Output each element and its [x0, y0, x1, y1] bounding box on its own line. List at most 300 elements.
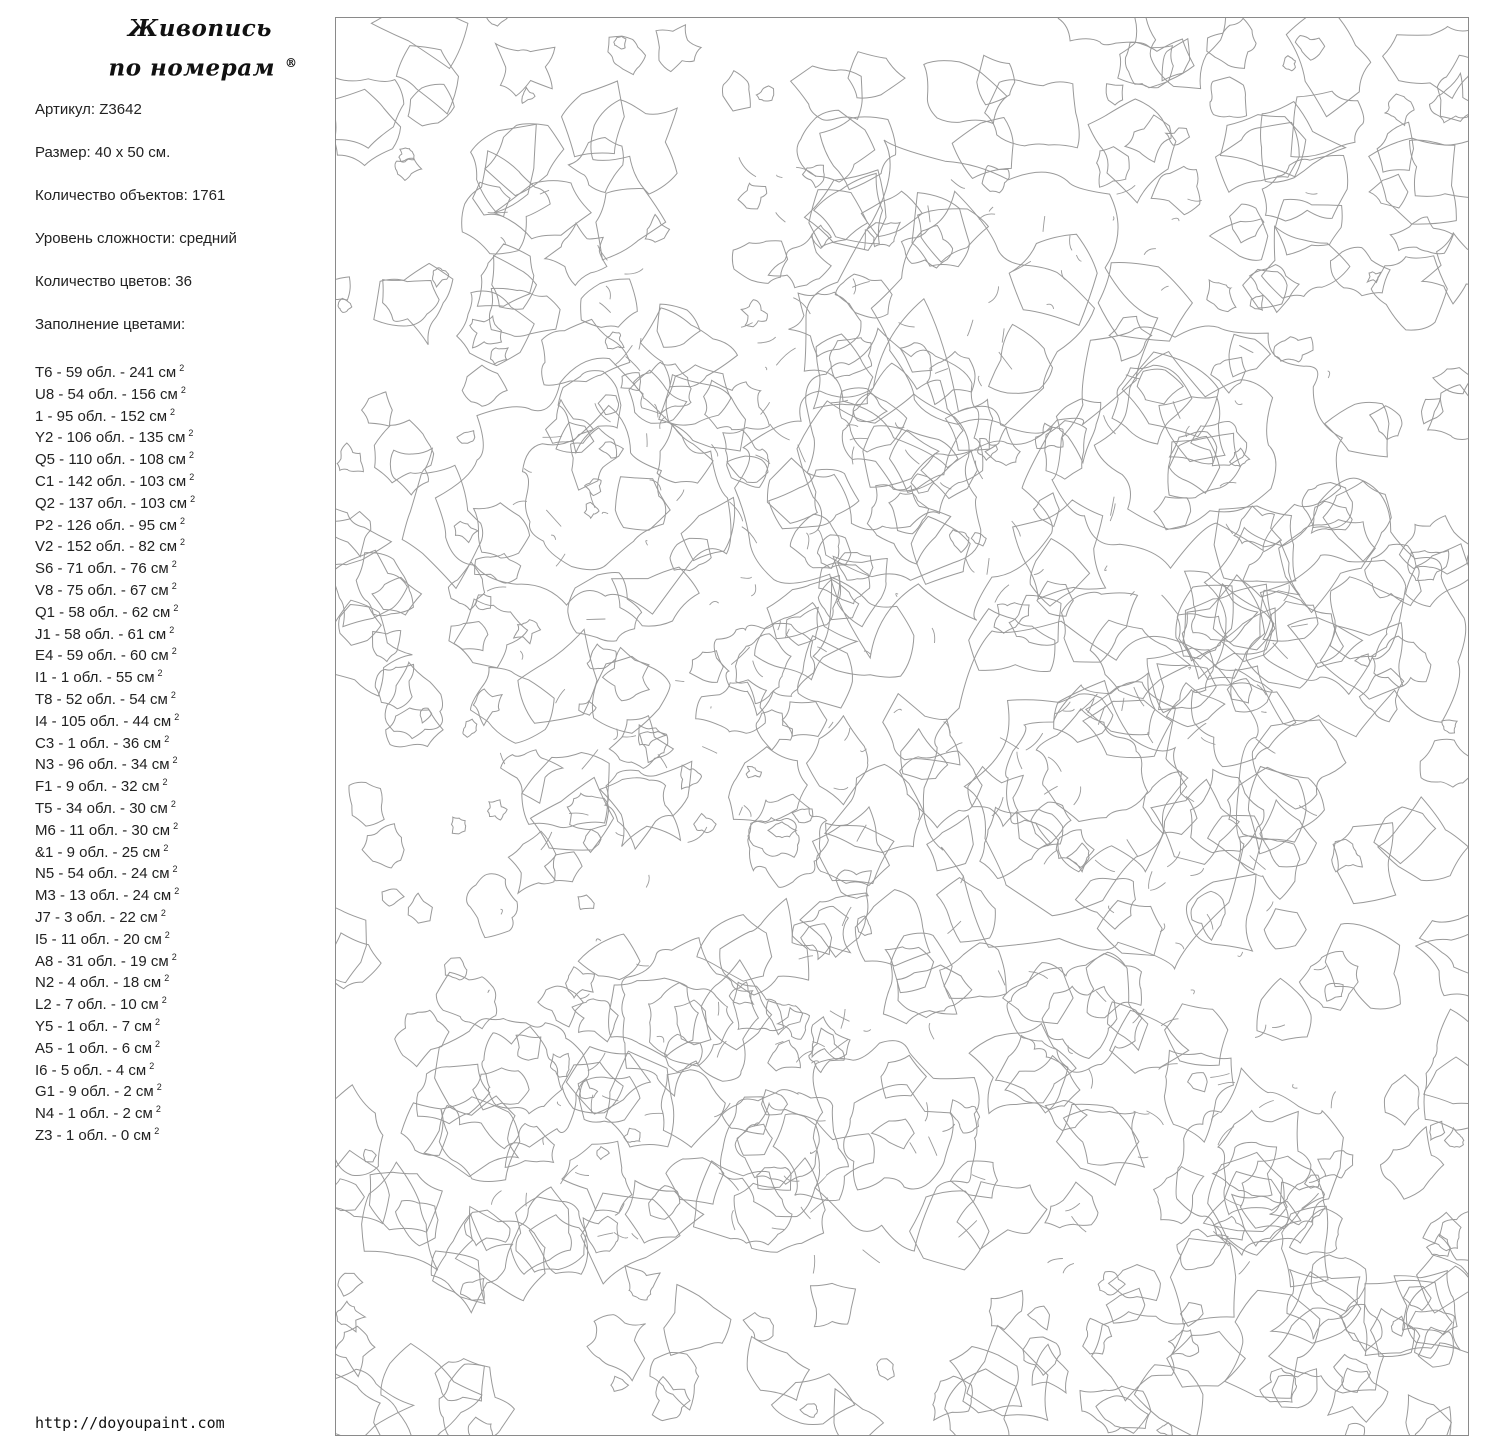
region-outline — [1262, 226, 1350, 298]
region-outline — [349, 782, 384, 826]
region-outline — [470, 316, 502, 348]
detail-stroke — [588, 1053, 605, 1071]
region-outline — [833, 556, 887, 626]
color-fill-text: C3 - 1 обл. - 36 см — [35, 734, 162, 752]
color-fill-text: Z3 - 1 обл. - 0 см — [35, 1126, 152, 1144]
region-outline — [408, 893, 432, 923]
color-fill-text: C1 - 142 обл. - 103 см — [35, 472, 187, 490]
region-outline — [1086, 673, 1155, 735]
detail-stroke — [647, 433, 648, 447]
region-outline — [1166, 128, 1190, 145]
detail-stroke — [864, 1029, 871, 1031]
squared-superscript: 2 — [171, 951, 177, 962]
color-fill-text: M3 - 13 обл. - 24 см — [35, 887, 172, 905]
region-outline — [522, 87, 535, 103]
region-outline — [1098, 263, 1192, 342]
region-outline — [371, 18, 468, 69]
detail-stroke — [556, 689, 565, 703]
detail-stroke — [569, 813, 588, 815]
detail-stroke — [896, 594, 898, 597]
coloring-canvas — [335, 17, 1469, 1436]
detail-stroke — [932, 628, 935, 643]
region-outline — [1374, 807, 1436, 864]
detail-stroke — [712, 444, 718, 456]
color-fill-item — [35, 489, 195, 511]
detail-stroke — [799, 956, 813, 959]
region-outline — [463, 719, 477, 737]
region-outline — [336, 277, 350, 300]
color-fill-item — [35, 532, 195, 554]
region-outline — [1330, 247, 1390, 295]
detail-stroke — [1048, 1259, 1063, 1264]
color-fill-item — [35, 685, 195, 707]
region-outline — [449, 622, 488, 651]
color-fill-item — [35, 794, 195, 816]
region-outline — [1239, 836, 1300, 899]
detail-stroke — [940, 482, 951, 489]
region-outline — [738, 183, 767, 209]
color-fill-item — [35, 1077, 195, 1099]
region-outline — [336, 78, 404, 149]
region-outline — [720, 899, 809, 996]
detail-stroke — [1314, 966, 1326, 970]
color-fill-item — [35, 838, 195, 860]
detail-stroke — [1063, 709, 1075, 711]
region-outline — [566, 967, 595, 998]
region-outline — [1299, 951, 1358, 1010]
region-outline — [1416, 933, 1469, 997]
region-outline — [1320, 623, 1403, 700]
region-outline — [390, 448, 432, 495]
region-outline — [1325, 402, 1389, 457]
detail-stroke — [776, 212, 786, 222]
squared-superscript: 2 — [170, 798, 176, 809]
detail-stroke — [1259, 1101, 1274, 1108]
detail-stroke — [1048, 757, 1061, 772]
detail-stroke — [614, 1232, 628, 1238]
region-outline — [337, 443, 363, 472]
article-number: Артикул: Z3642 — [35, 101, 142, 118]
region-outline — [885, 947, 933, 993]
detail-stroke — [556, 554, 565, 567]
region-outline — [492, 256, 537, 310]
color-fill-text: I5 - 11 обл. - 20 см — [35, 930, 162, 948]
region-outline — [567, 793, 608, 829]
region-outline — [901, 226, 952, 269]
region-outline — [475, 594, 491, 609]
region-outline — [591, 100, 677, 194]
region-outline — [659, 375, 746, 451]
detail-stroke — [976, 461, 983, 479]
region-outline — [1062, 592, 1138, 662]
region-outline — [1385, 94, 1415, 125]
region-outline — [1143, 772, 1197, 835]
region-outline — [508, 831, 556, 893]
region-outline — [383, 263, 453, 344]
region-outline — [609, 978, 699, 1057]
region-outline — [1406, 1395, 1452, 1436]
region-outline — [1378, 797, 1469, 881]
website-link[interactable]: http://doyoupaint.com — [35, 1414, 225, 1432]
detail-stroke — [845, 728, 850, 741]
figure-inner-outline — [797, 394, 981, 580]
detail-stroke — [992, 797, 1003, 816]
detail-stroke — [710, 601, 719, 605]
color-fill-text: Q5 - 110 обл. - 108 см — [35, 451, 186, 469]
region-outline — [704, 380, 770, 429]
region-outline — [656, 25, 701, 72]
region-outline — [900, 343, 932, 372]
region-outline — [1420, 914, 1470, 977]
region-outline — [583, 829, 601, 852]
detail-stroke — [796, 167, 816, 176]
region-outline — [1145, 18, 1226, 89]
region-outline — [1345, 1423, 1365, 1436]
region-outline — [901, 729, 948, 780]
region-outline — [1332, 839, 1363, 872]
color-fill-item — [35, 402, 195, 424]
detail-stroke — [1054, 702, 1070, 714]
region-outline — [1243, 269, 1287, 308]
region-outline — [336, 1085, 383, 1176]
detail-stroke — [830, 1039, 848, 1052]
region-outline — [562, 81, 625, 157]
region-outline — [746, 766, 761, 777]
region-outline — [747, 1337, 809, 1401]
region-outline — [488, 800, 508, 820]
color-fill-item — [35, 663, 195, 685]
squared-superscript: 2 — [190, 493, 196, 504]
region-outline — [848, 52, 905, 98]
figure-outline — [714, 623, 814, 715]
detail-stroke — [989, 286, 999, 302]
region-outline — [985, 80, 1080, 148]
detail-stroke — [599, 303, 610, 313]
figure-outline — [1006, 682, 1188, 872]
region-outline — [599, 442, 623, 458]
color-fill-item — [35, 1121, 195, 1143]
color-fill-item — [35, 859, 195, 881]
region-outline — [362, 1162, 438, 1270]
detail-stroke — [910, 1142, 917, 1153]
detail-stroke — [1306, 193, 1318, 195]
detail-stroke — [966, 559, 975, 573]
region-outline — [385, 662, 442, 738]
region-outline — [789, 292, 861, 356]
region-outline — [496, 44, 555, 96]
color-fill-text: N5 - 54 обл. - 24 см — [35, 865, 170, 883]
detail-stroke — [731, 647, 750, 664]
color-fill-item — [35, 729, 195, 751]
region-outline — [855, 890, 930, 966]
region-outline — [766, 1001, 802, 1035]
region-outline — [1165, 1004, 1228, 1066]
detail-stroke — [813, 1255, 815, 1274]
region-outline — [1097, 147, 1130, 188]
squared-superscript: 2 — [180, 384, 186, 395]
region-outline — [790, 514, 839, 568]
region-outline — [952, 118, 1013, 179]
color-fill-text: M6 - 11 обл. - 30 см — [35, 821, 171, 839]
detail-stroke — [646, 875, 649, 888]
region-outline — [1207, 18, 1256, 68]
detail-stroke — [1218, 1082, 1235, 1085]
squared-superscript: 2 — [163, 842, 169, 853]
detail-stroke — [978, 376, 981, 386]
region-outline — [1334, 1355, 1371, 1393]
squared-superscript: 2 — [172, 864, 178, 875]
region-outline — [473, 1068, 529, 1110]
detail-stroke — [894, 709, 902, 713]
region-outline — [786, 607, 818, 645]
squared-superscript: 2 — [155, 1038, 161, 1049]
figure-inner-outline — [523, 406, 666, 570]
detail-stroke — [622, 736, 636, 737]
squared-superscript: 2 — [180, 537, 186, 548]
detail-stroke — [598, 1233, 614, 1237]
region-outline — [989, 1291, 1023, 1330]
region-outline — [1208, 815, 1263, 869]
color-fill-item — [35, 816, 195, 838]
detail-stroke — [810, 1151, 816, 1154]
region-outline — [1207, 280, 1236, 312]
region-outline — [867, 485, 950, 564]
region-outline — [1188, 1073, 1208, 1092]
region-outline — [1333, 823, 1396, 904]
detail-stroke — [540, 190, 549, 194]
detail-stroke — [1235, 401, 1242, 405]
detail-stroke — [719, 1173, 739, 1191]
detail-stroke — [1190, 868, 1203, 876]
color-fill-text: E4 - 59 обл. - 60 см — [35, 647, 169, 665]
squared-superscript: 2 — [154, 1125, 160, 1136]
detail-stroke — [596, 939, 601, 941]
detail-stroke — [850, 438, 868, 440]
detail-stroke — [995, 585, 1009, 603]
region-outline — [373, 631, 401, 662]
region-outline — [1439, 1211, 1469, 1261]
region-outline — [471, 668, 555, 744]
detail-stroke — [834, 787, 848, 789]
region-outline — [516, 1197, 587, 1272]
color-fill-item — [35, 903, 195, 925]
detail-stroke — [1162, 595, 1178, 614]
region-outline — [339, 605, 382, 646]
region-outline — [1330, 577, 1403, 659]
figure-outline — [1052, 326, 1342, 568]
detail-stroke — [546, 510, 561, 527]
region-outline — [755, 603, 858, 680]
region-outline — [807, 716, 868, 805]
region-outline — [491, 348, 509, 364]
squared-superscript: 2 — [169, 624, 175, 635]
detail-stroke — [772, 1228, 784, 1230]
region-outline — [578, 934, 640, 980]
color-fill-text: Y2 - 106 обл. - 135 см — [35, 429, 186, 447]
detail-stroke — [586, 619, 605, 620]
region-outline — [768, 822, 796, 838]
detail-stroke — [1328, 371, 1330, 378]
region-outline — [568, 572, 642, 641]
region-outline — [487, 18, 507, 26]
detail-stroke — [1160, 924, 1165, 932]
region-outline — [634, 362, 692, 414]
detail-stroke — [1239, 1261, 1250, 1274]
detail-stroke — [929, 1137, 937, 1156]
color-fill-text: Y5 - 1 обл. - 7 см — [35, 1017, 153, 1035]
detail-stroke — [1002, 328, 1004, 342]
region-outline — [408, 84, 454, 126]
detail-stroke — [758, 337, 776, 343]
detail-stroke — [543, 1137, 544, 1145]
region-outline — [362, 824, 404, 868]
region-outline — [1420, 739, 1469, 787]
region-outline — [603, 648, 650, 701]
region-outline — [1430, 73, 1470, 122]
region-outline — [867, 223, 900, 247]
detail-stroke — [1161, 286, 1168, 290]
detail-stroke — [753, 661, 763, 677]
detail-stroke — [1070, 235, 1072, 250]
region-outline — [1260, 800, 1317, 867]
line-art — [336, 18, 1469, 1436]
region-outline — [1162, 39, 1190, 81]
region-outline — [838, 553, 873, 581]
detail-stroke — [688, 827, 707, 843]
region-outline — [362, 392, 393, 426]
region-outline — [1045, 1101, 1087, 1131]
detail-stroke — [580, 994, 589, 999]
region-outline — [462, 365, 507, 406]
color-fill-item — [35, 1099, 195, 1121]
region-outline — [1283, 56, 1296, 71]
region-outline — [809, 1028, 845, 1072]
detail-stroke — [551, 535, 556, 540]
region-outline — [364, 1149, 377, 1162]
squared-superscript: 2 — [170, 689, 176, 700]
detail-stroke — [777, 175, 783, 178]
region-outline — [811, 1017, 850, 1060]
color-fill-text: V2 - 152 обл. - 82 см — [35, 538, 178, 556]
region-outline — [1229, 334, 1270, 376]
region-outline — [985, 427, 1020, 465]
region-outline — [1064, 1110, 1145, 1168]
region-outline — [1009, 234, 1097, 325]
squared-superscript: 2 — [171, 580, 177, 591]
region-outline — [417, 1064, 490, 1124]
color-fill-item — [35, 750, 195, 772]
color-fill-item — [35, 358, 195, 380]
squared-superscript: 2 — [155, 1016, 161, 1027]
detail-stroke — [520, 651, 523, 660]
region-outline — [811, 1283, 856, 1326]
region-outline — [835, 274, 892, 318]
region-outline — [1028, 1306, 1050, 1330]
detail-stroke — [488, 990, 490, 993]
color-fill-text: T8 - 52 обл. - 54 см — [35, 690, 168, 708]
detail-stroke — [1188, 667, 1190, 669]
brand-line-2 — [90, 46, 310, 86]
detail-stroke — [1044, 850, 1058, 864]
detail-stroke — [1191, 990, 1195, 994]
region-outline — [338, 1273, 363, 1296]
region-outline — [1170, 431, 1217, 463]
region-outline — [1288, 618, 1363, 668]
region-outline — [468, 1417, 494, 1436]
figure-inner-outline — [648, 983, 733, 1066]
color-fill-text: A8 - 31 обл. - 19 см — [35, 952, 169, 970]
color-fill-text: T6 - 59 обл. - 241 см — [35, 364, 177, 381]
detail-stroke — [1122, 698, 1124, 711]
squared-superscript: 2 — [164, 929, 170, 940]
region-outline — [834, 1389, 884, 1436]
region-outline — [1190, 769, 1264, 852]
difficulty-level: Уровень сложности: средний — [35, 230, 237, 247]
detail-stroke — [905, 450, 919, 465]
region-outline — [336, 1179, 364, 1211]
detail-stroke — [1272, 1025, 1285, 1028]
region-outline — [940, 943, 1007, 999]
detail-stroke — [557, 1102, 561, 1106]
detail-stroke — [1238, 952, 1243, 957]
region-outline — [769, 469, 859, 528]
detail-stroke — [582, 750, 598, 770]
detail-stroke — [602, 512, 608, 514]
region-outline — [877, 1359, 894, 1380]
color-fill-list — [35, 358, 195, 1143]
detail-stroke — [796, 1051, 813, 1063]
squared-superscript: 2 — [156, 1082, 162, 1093]
detail-stroke — [1149, 871, 1153, 889]
region-outline — [809, 190, 868, 247]
region-outline — [401, 1103, 448, 1155]
region-outline — [732, 241, 787, 284]
region-outline — [911, 516, 970, 584]
region-outline — [454, 521, 478, 542]
region-outline — [734, 1158, 825, 1252]
color-fill-text: I4 - 105 обл. - 44 см — [35, 712, 172, 730]
region-outline — [1181, 1303, 1204, 1327]
region-outline — [611, 1376, 629, 1391]
region-outline — [336, 933, 381, 989]
detail-stroke — [1267, 902, 1274, 912]
detail-stroke — [487, 587, 506, 591]
detail-stroke — [732, 1210, 735, 1230]
detail-stroke — [1207, 914, 1213, 930]
detail-stroke — [1150, 883, 1165, 891]
detail-stroke — [1043, 216, 1045, 232]
region-outline — [1112, 365, 1192, 444]
figure-inner-outline — [735, 1104, 819, 1185]
region-outline — [457, 431, 475, 444]
detail-stroke — [1065, 1203, 1080, 1211]
region-outline — [1225, 1290, 1320, 1398]
color-fill-text: I1 - 1 обл. - 55 см — [35, 669, 155, 687]
color-fill-item — [35, 1034, 195, 1056]
detail-stroke — [744, 805, 751, 816]
region-outline — [336, 1369, 414, 1436]
region-outline — [813, 825, 894, 883]
region-outline — [883, 694, 960, 765]
figure-inner-outline — [1094, 352, 1276, 529]
region-outline — [1372, 636, 1431, 687]
detail-stroke — [1299, 806, 1317, 816]
figure-inner-outline — [482, 1027, 562, 1114]
region-outline — [657, 424, 713, 483]
detail-stroke — [829, 722, 833, 728]
detail-stroke — [1144, 249, 1156, 255]
region-outline — [369, 1172, 442, 1232]
